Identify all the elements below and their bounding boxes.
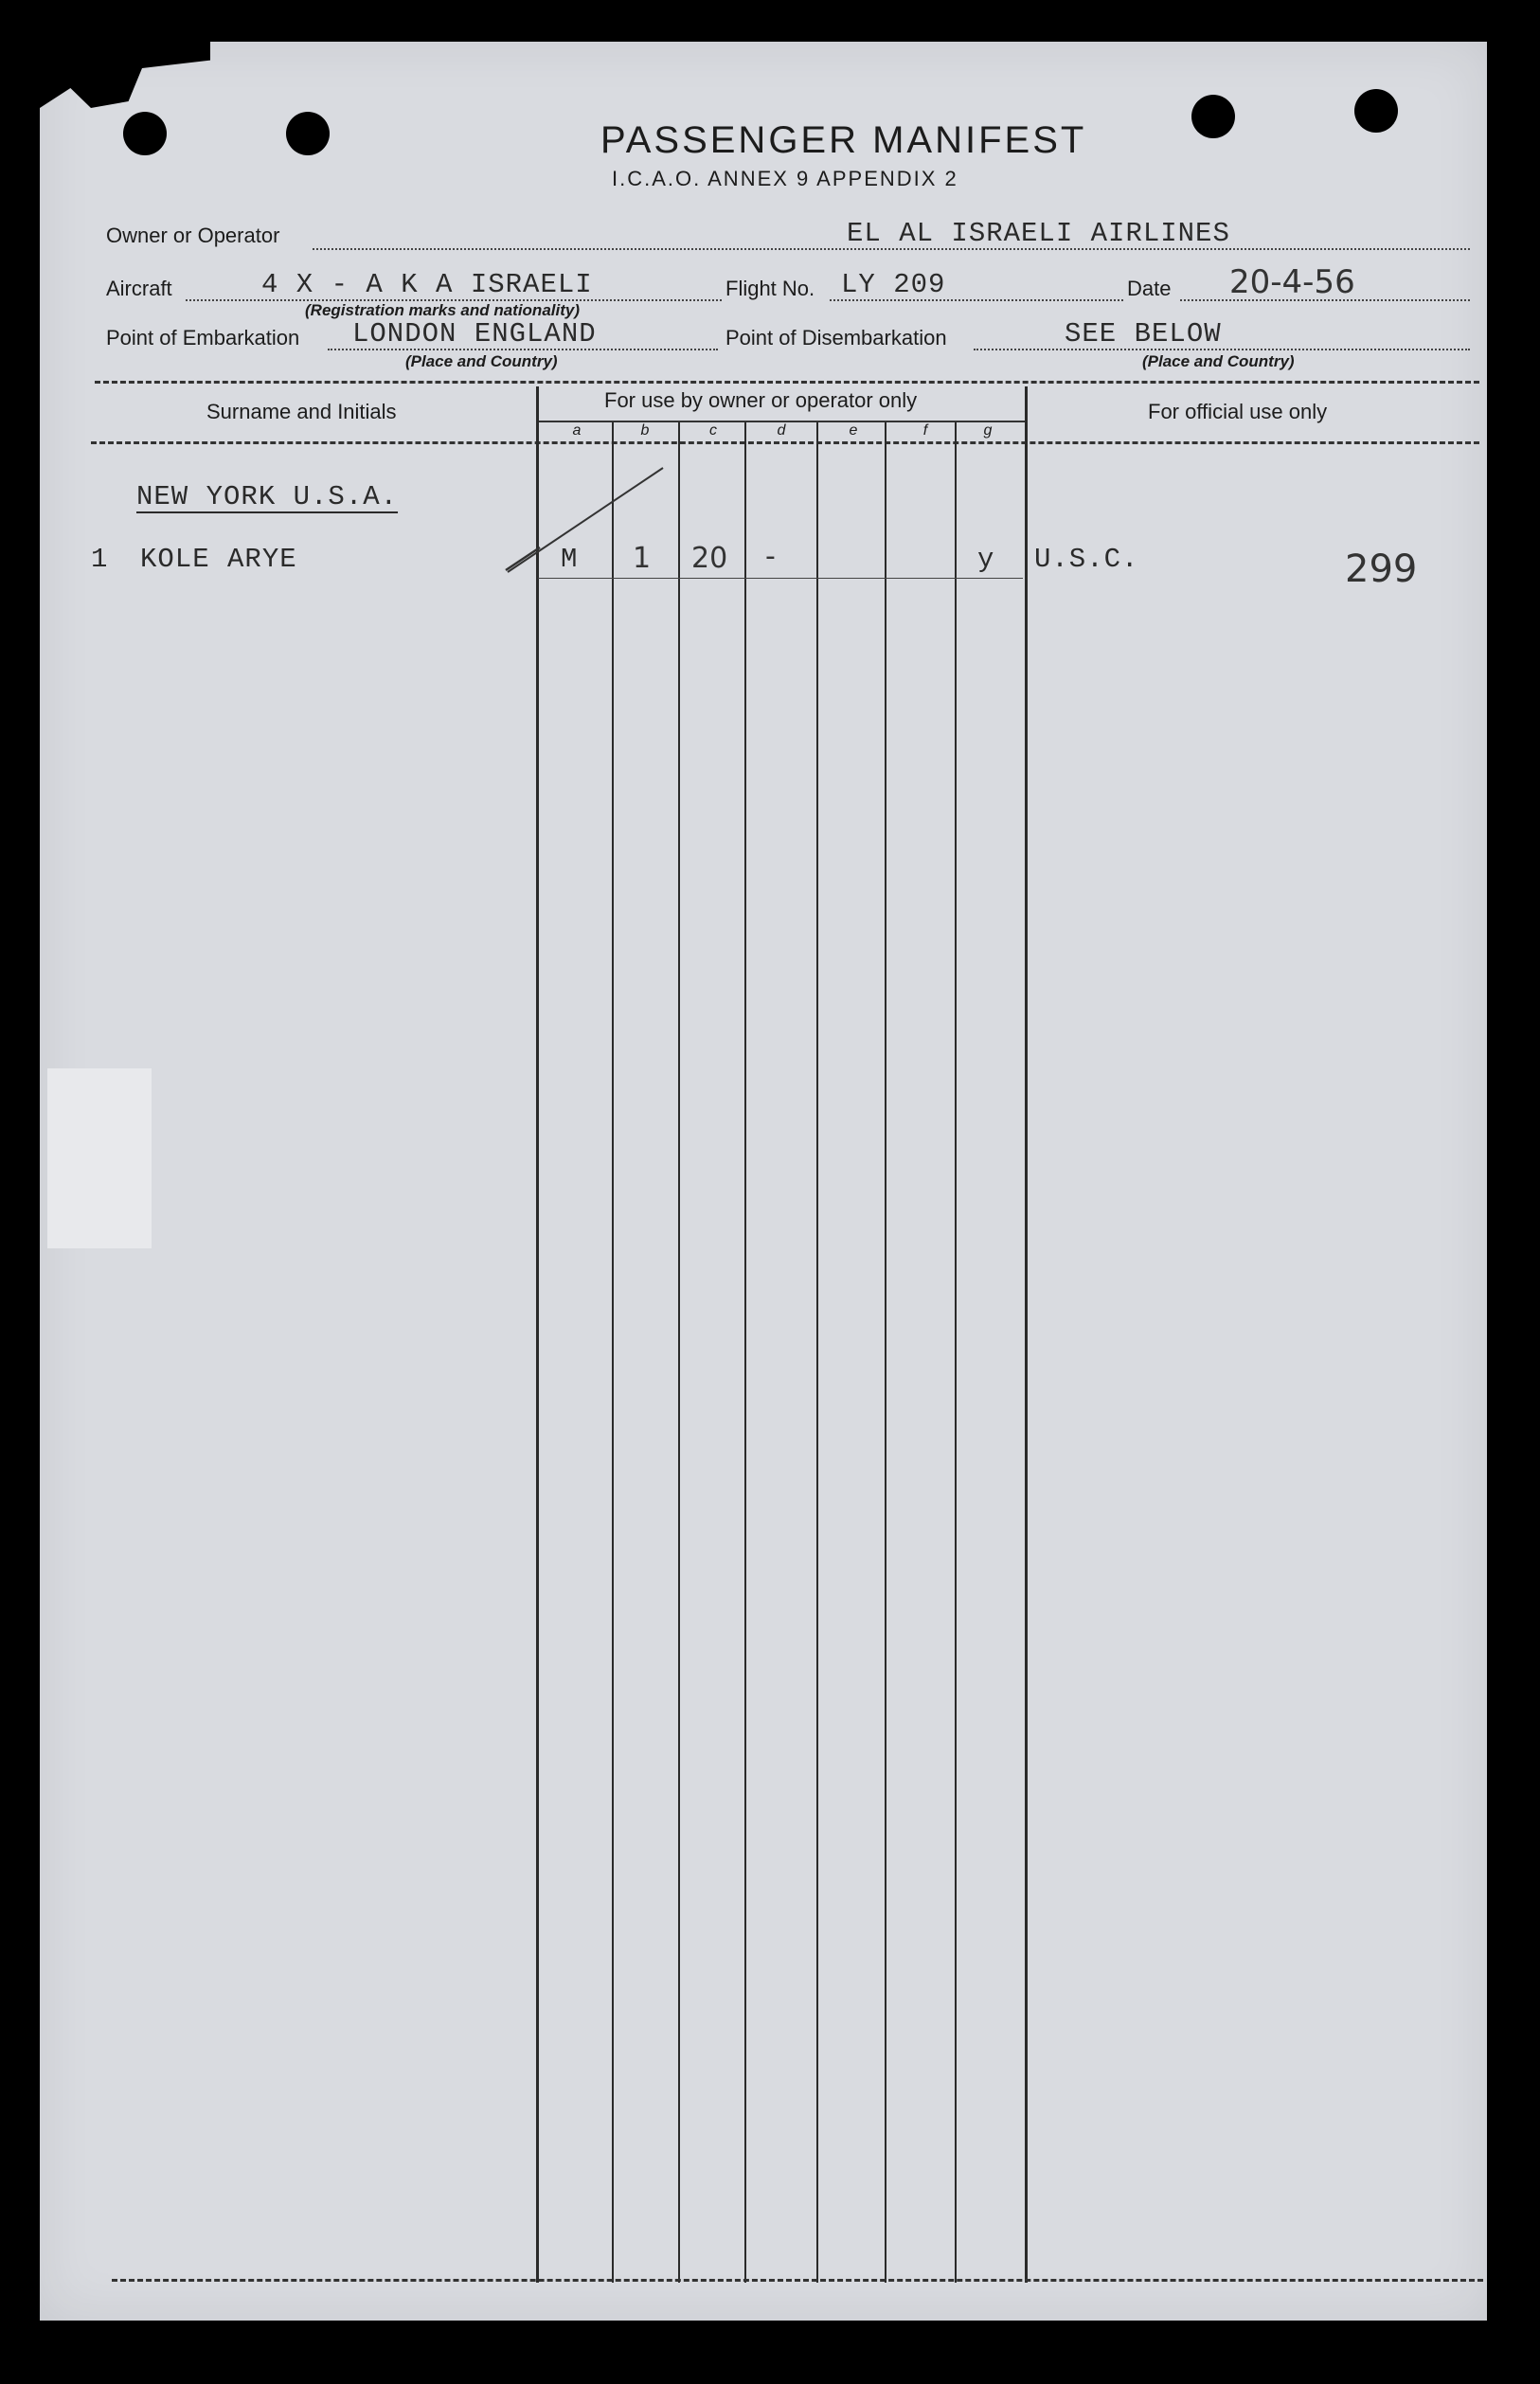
owner-value: EL AL ISRAELI AIRLINES [847, 218, 1230, 249]
subcol-letter-f: f [922, 422, 928, 439]
column-divider [885, 422, 886, 2283]
cell-d: - [765, 540, 776, 573]
punch-hole [1191, 95, 1235, 138]
col-surname-header: Surname and Initials [206, 400, 397, 423]
date-label: Date [1127, 277, 1172, 300]
embarkation-value: LONDON ENGLAND [352, 318, 597, 350]
table-bottom-rule [112, 2279, 1483, 2282]
row-dotted-line [538, 578, 1023, 579]
owner-label: Owner or Operator [106, 224, 280, 247]
aircraft-label: Aircraft [106, 277, 172, 300]
subcol-letter-c: c [709, 422, 717, 439]
disembarkation-dotted-line [974, 349, 1470, 350]
official-number: 299 [1345, 547, 1418, 591]
column-divider [816, 422, 818, 2283]
registration-note: (Registration marks and nationality) [305, 301, 580, 319]
column-divider [612, 422, 614, 2283]
column-divider [744, 422, 746, 2283]
cell-a: M [561, 544, 579, 575]
flight-label: Flight No. [725, 277, 815, 300]
punch-hole [286, 112, 330, 155]
embarkation-label: Point of Embarkation [106, 326, 300, 350]
passenger-name: KOLE ARYE [140, 544, 297, 575]
disembarkation-note: (Place and Country) [1142, 352, 1295, 370]
cell-b: 1 [633, 542, 652, 575]
paper-smudge [47, 1068, 152, 1248]
subcol-letter-e: e [849, 422, 858, 439]
disembarkation-value: SEE BELOW [1065, 318, 1222, 350]
aircraft-value: 4 X - A K A ISRAELI [261, 269, 593, 300]
punch-hole [123, 112, 167, 155]
column-divider [955, 422, 957, 2283]
subcol-letter-b: b [640, 422, 650, 439]
disembarkation-label: Point of Disembarkation [725, 326, 947, 350]
subcol-letter-d: d [777, 422, 786, 439]
destination-heading: NEW YORK U.S.A. [136, 481, 399, 512]
official-code: U.S.C. [1034, 544, 1139, 575]
date-value: 20-4-56 [1229, 263, 1355, 301]
column-divider [536, 386, 539, 2283]
column-divider [1025, 386, 1028, 2283]
col-operator-header: For use by owner or operator only [604, 388, 918, 412]
punch-hole [1354, 89, 1398, 133]
subcol-letter-g: g [983, 422, 993, 439]
cell-c: 20 [691, 542, 728, 575]
cell-g: y [977, 544, 995, 575]
page-subtitle: I.C.A.O. ANNEX 9 APPENDIX 2 [612, 167, 958, 190]
table-top-rule [95, 381, 1479, 384]
embarkation-note: (Place and Country) [405, 352, 558, 370]
flight-value: LY 209 [841, 269, 946, 300]
table-header-rule [91, 441, 1479, 444]
row-number: 1 [91, 544, 109, 575]
page-title: PASSENGER MANIFEST [600, 119, 1087, 161]
col-official-header: For official use only [1148, 400, 1328, 423]
subcol-letter-a: a [572, 422, 582, 439]
column-divider [678, 422, 680, 2283]
